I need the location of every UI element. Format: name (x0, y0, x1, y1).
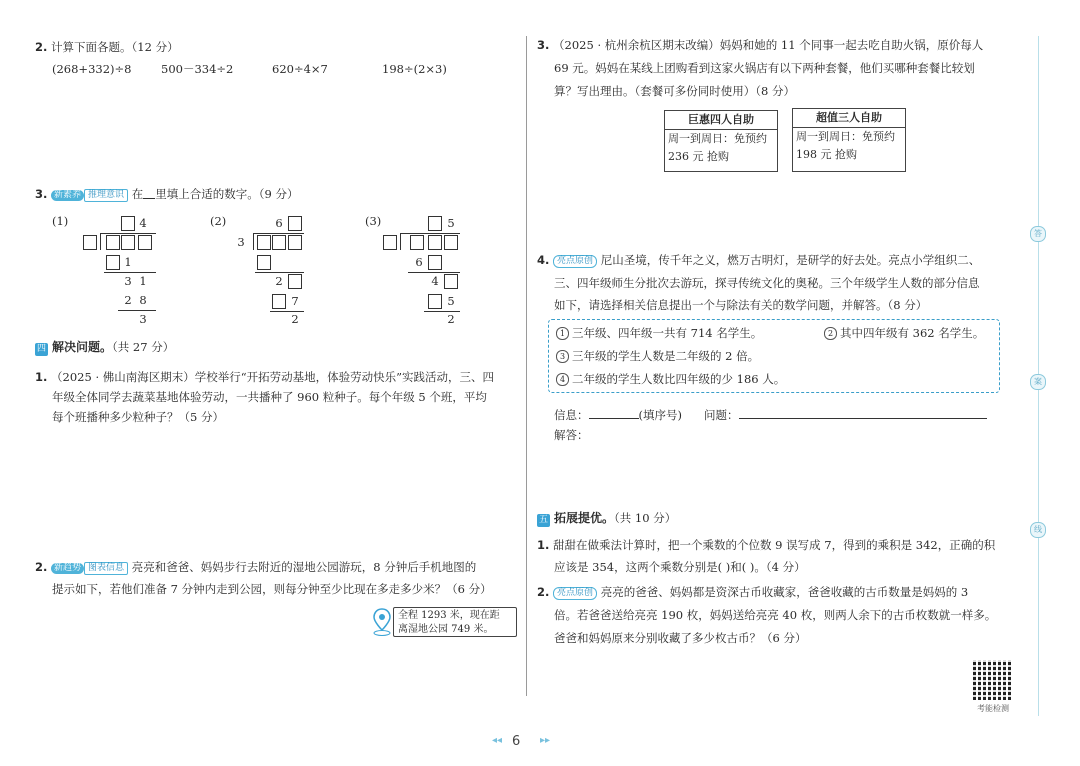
digit-box[interactable] (410, 235, 424, 250)
next-page-icon[interactable]: ▸▸ (540, 735, 551, 746)
calc-item-1: (268+332)÷8 (52, 62, 132, 76)
digit-box[interactable] (138, 235, 152, 250)
package-three-person: 超值三人自助 周一到周日：免预约 198 元 抢购 (792, 108, 906, 172)
right-q4-line-3: 如下，请选择相关信息提出一个与除法有关的数学问题，并解答。（8 分） (554, 298, 928, 312)
problem-1-line-2: 年级全体同学去蔬菜基地体验劳动，一共播种了 960 粒种子。每个年级 5 个班，平均 (52, 390, 487, 404)
right-q4-line-2: 三、四年级师生分批次去游玩，探寻传统文化的奥秘。三个年级学生人数的部分信息 (554, 276, 980, 290)
digit-box[interactable] (444, 274, 458, 289)
page-number: 6 (512, 734, 521, 749)
problem-1: 1. （2025 · 佛山南海区期末）学校举行“开拓劳动基地，体验劳动快乐”实践活动，三、四 (35, 370, 495, 384)
question-text: 计算下面各题。（12 分） (51, 40, 179, 54)
problem-1-line-3: 每个班播种多少粒种子？（5 分） (52, 410, 224, 424)
qr-caption: 考能检测 (977, 704, 1009, 713)
question-number: 2. (35, 40, 48, 54)
digit-box[interactable] (428, 255, 442, 270)
extend-problem-1: 1. 甜甜在做乘法计算时，把一个乘数的个位数 9 误写成 7，得到的乘积是 342，正确的积 (537, 538, 996, 552)
prev-page-icon[interactable]: ◂◂ (492, 735, 503, 746)
digit-box[interactable] (288, 274, 302, 289)
section-5-header: 五 拓展提优。（共 10 分） (538, 511, 677, 525)
extend-1-line-2: 应该是 354，这两个乘数分别是( )和( )。（4 分） (554, 560, 806, 574)
info-blank[interactable] (589, 406, 639, 419)
map-hint-callout: 全程 1293 米，现在距 离湿地公园 749 米。 (393, 607, 517, 637)
tag-new-trend: 新趋势 (51, 563, 84, 574)
digit-box[interactable] (444, 235, 458, 250)
problem-2: 2. 新趋势 图表信息 亮亮和爸爸、妈妈步行去附近的湿地公园游玩，8 分钟后手机地图的 (35, 560, 477, 574)
right-question-4: 4. 亮点原创 尼山圣境，传千年之义，燃万古明灯，是研学的好去处。亮点小学组织二、 (537, 253, 981, 267)
tag-original: 亮点原创 (553, 587, 597, 600)
info-item-2: 2 其中四年级有 362 名学生。 (824, 326, 984, 340)
info-answer-line: 信息： (填序号) (554, 408, 682, 422)
info-item-4: 4 二年级的学生人数比四年级的少 186 人。 (556, 372, 785, 386)
digit-box[interactable] (288, 216, 302, 231)
question-blank[interactable] (739, 406, 987, 419)
digit-box[interactable] (428, 235, 442, 250)
extend-2-line-2: 倍。若爸爸送给亮亮 190 枚，妈妈送给亮亮 40 枚，则两人余下的古币枚数就一样多。 (554, 608, 997, 622)
calc-item-3: 620÷4×7 (272, 62, 328, 76)
digit-box[interactable] (288, 235, 302, 250)
column-divider (526, 36, 527, 696)
digit-box[interactable] (83, 235, 97, 250)
calc-item-2: 500－334÷2 (161, 62, 234, 76)
puzzle-3-label: (3) (365, 214, 382, 228)
digit-box[interactable] (428, 216, 442, 231)
digit-box[interactable] (121, 216, 135, 231)
digit-box[interactable] (383, 235, 397, 250)
digit-box[interactable] (106, 255, 120, 270)
digit-box[interactable] (257, 255, 271, 270)
qr-code[interactable] (973, 660, 1013, 700)
digit-box[interactable] (121, 235, 135, 250)
puzzle-1-label: (1) (52, 214, 69, 228)
question-answer-line: 问题： (704, 406, 987, 422)
problem-2-line-2: 提示如下，若他们准备 7 分钟内走到公园，则每分钟至少比现在多走多少米？（6 分） (52, 582, 492, 596)
puzzle-2-label: (2) (210, 214, 227, 228)
digit-box[interactable] (272, 235, 286, 250)
right-question-3: 3. （2025 · 杭州余杭区期末改编）妈妈和她的 11 个同事一起去吃自助火锅，原价每人 (537, 38, 984, 52)
section-badge: 四 (36, 344, 46, 354)
section-4-header: 四 解决问题。（共 27 分） (36, 340, 175, 354)
right-q3-line-2: 69 元。妈妈在某线上团购看到这家火锅店有以下两种套餐，他们买哪种套餐比较划 (554, 61, 975, 75)
digit-box[interactable] (106, 235, 120, 250)
blank-sample (143, 187, 155, 199)
question-3-title: 3. 新素养 推理意识 在 里填上合适的数字。（9 分） (35, 187, 299, 201)
extend-2-line-3: 爸爸和妈妈原来分别收藏了多少枚古币？（6 分） (554, 631, 807, 645)
package-four-person: 巨惠四人自助 周一到周日：免预约 236 元 抢购 (664, 110, 778, 172)
tag-original: 亮点原创 (553, 255, 597, 268)
digit-box[interactable] (272, 294, 286, 309)
rail-marker-2: 案 (1030, 374, 1046, 390)
tag-new-literacy: 新素养 (51, 190, 84, 201)
info-item-1: 1 三年级、四年级一共有 714 名学生。 (556, 326, 762, 340)
info-item-3: 3 三年级的学生人数是二年级的 2 倍。 (556, 349, 759, 363)
extend-problem-2: 2. 亮点原创 亮亮的爸爸、妈妈都是资深古币收藏家，爸爸收藏的古币数量是妈妈的 3 (537, 585, 969, 599)
tag-chart-info: 图表信息 (84, 562, 128, 575)
rail-marker-1: 答 (1030, 226, 1046, 242)
rail-marker-3: 线 (1030, 522, 1046, 538)
digit-box[interactable] (428, 294, 442, 309)
digit-box[interactable] (257, 235, 271, 250)
tag-reasoning: 推理意识 (84, 189, 128, 202)
question-2-title (35, 40, 179, 54)
calc-item-4: 198÷(2×3) (382, 62, 447, 76)
right-q3-line-3: 算？写出理由。（套餐可多份同时使用）（8 分） (554, 84, 795, 98)
answer-label: 解答： (554, 428, 589, 442)
map-pin-icon (372, 608, 392, 636)
